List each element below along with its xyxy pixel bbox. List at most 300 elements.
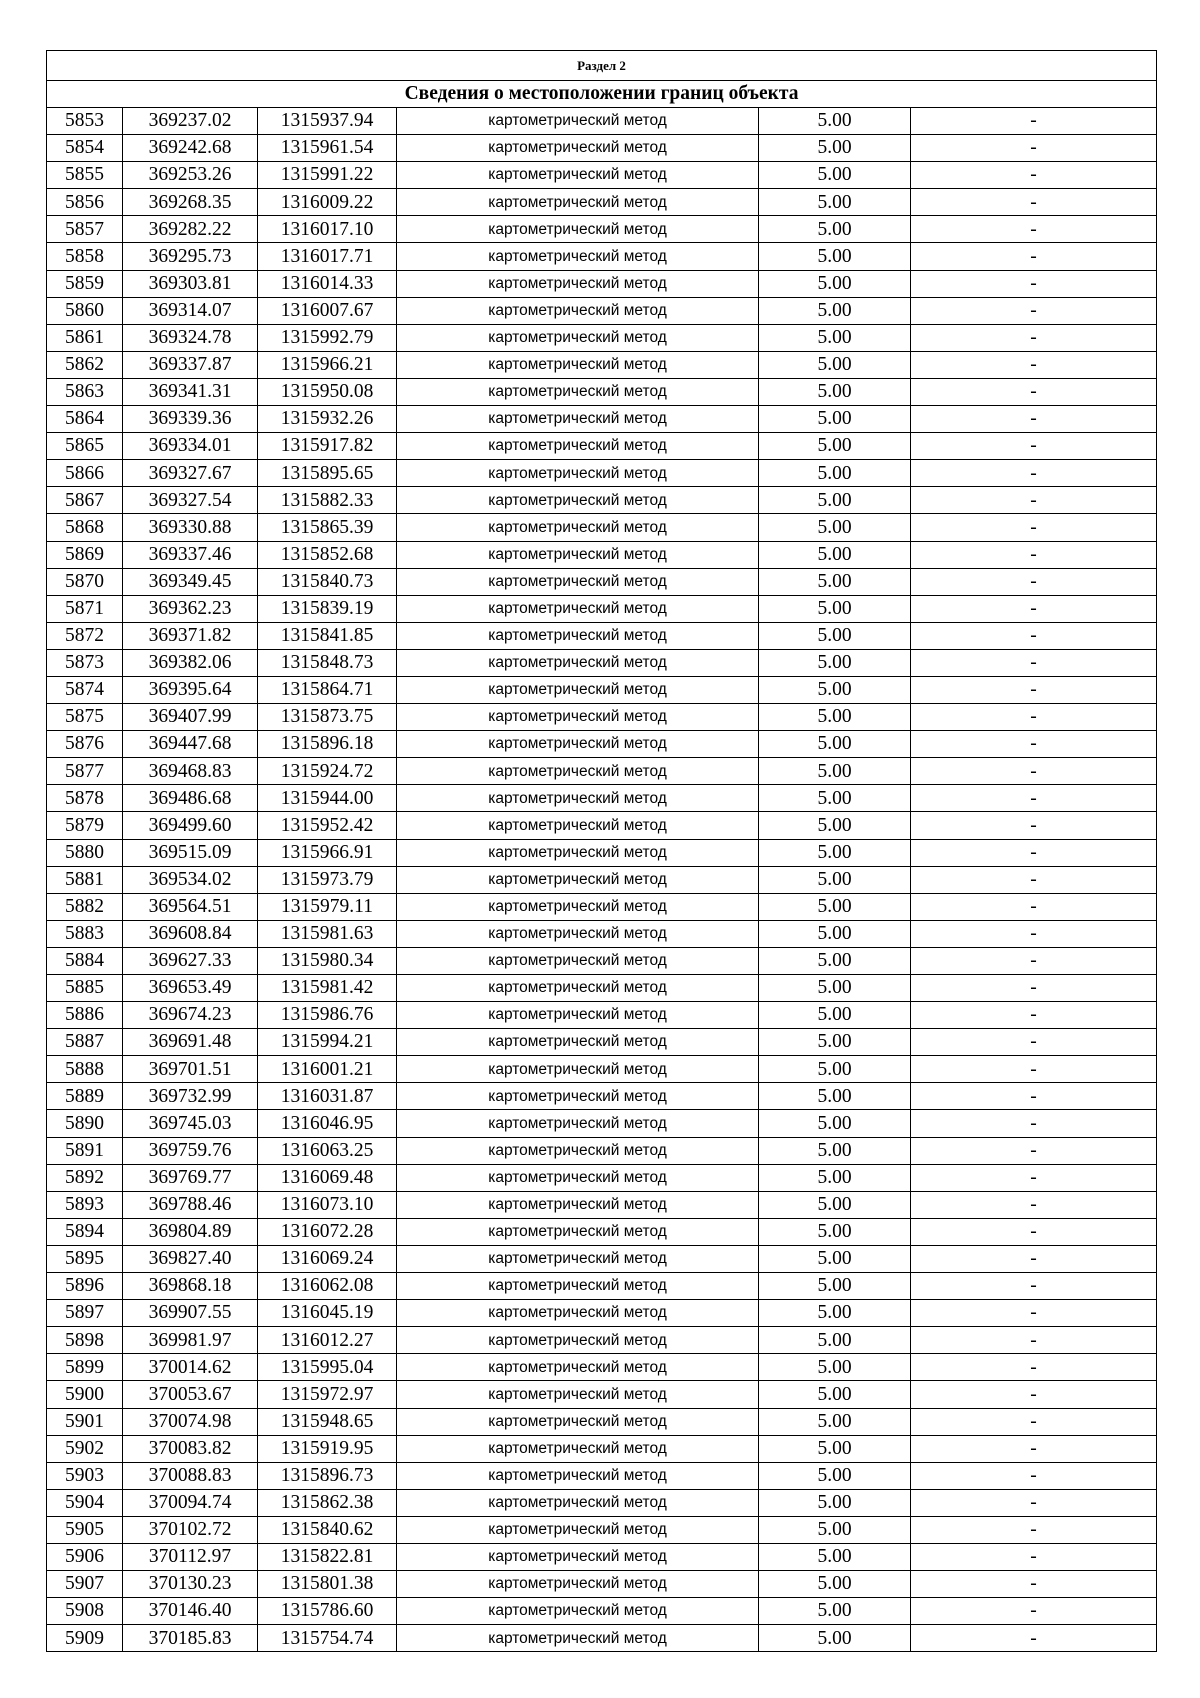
- y-coordinate-cell: 1315873.75: [258, 704, 397, 731]
- method-cell: картометрический метод: [397, 1354, 759, 1381]
- point-number-cell: 5892: [47, 1164, 123, 1191]
- table-row: [47, 676, 1157, 703]
- y-coordinate-cell: 1315896.18: [258, 731, 397, 758]
- description-cell: -: [911, 866, 1157, 893]
- y-coordinate-cell: 1315952.42: [258, 812, 397, 839]
- y-coordinate-cell: 1315801.38: [258, 1571, 397, 1598]
- x-coordinate-cell: 369327.54: [123, 487, 258, 514]
- description-cell: -: [911, 270, 1157, 297]
- accuracy-cell: 5.00: [759, 975, 911, 1002]
- accuracy-cell: 5.00: [759, 595, 911, 622]
- table-row: [47, 1164, 1157, 1191]
- y-coordinate-cell: 1315944.00: [258, 785, 397, 812]
- description-cell: -: [911, 297, 1157, 324]
- y-coordinate-cell: 1315981.42: [258, 975, 397, 1002]
- point-number-cell: 5883: [47, 920, 123, 947]
- description-cell: -: [911, 1462, 1157, 1489]
- accuracy-cell: 5.00: [759, 893, 911, 920]
- table-row: [47, 108, 1157, 135]
- method-cell: картометрический метод: [397, 866, 759, 893]
- y-coordinate-cell: 1315895.65: [258, 460, 397, 487]
- table-row: [47, 1245, 1157, 1272]
- point-number-cell: 5856: [47, 189, 123, 216]
- point-number-cell: 5884: [47, 947, 123, 974]
- method-cell: картометрический метод: [397, 108, 759, 135]
- x-coordinate-cell: 369674.23: [123, 1002, 258, 1029]
- point-number-cell: 5885: [47, 975, 123, 1002]
- y-coordinate-cell: 1315882.33: [258, 487, 397, 514]
- accuracy-cell: 5.00: [759, 541, 911, 568]
- point-number-cell: 5866: [47, 460, 123, 487]
- method-cell: картометрический метод: [397, 1164, 759, 1191]
- point-number-cell: 5900: [47, 1381, 123, 1408]
- x-coordinate-cell: 369382.06: [123, 649, 258, 676]
- point-number-cell: 5899: [47, 1354, 123, 1381]
- description-cell: -: [911, 1489, 1157, 1516]
- x-coordinate-cell: 369732.99: [123, 1083, 258, 1110]
- accuracy-cell: 5.00: [759, 135, 911, 162]
- point-number-cell: 5901: [47, 1408, 123, 1435]
- method-cell: картометрический метод: [397, 1489, 759, 1516]
- accuracy-cell: 5.00: [759, 514, 911, 541]
- x-coordinate-cell: 369395.64: [123, 676, 258, 703]
- y-coordinate-cell: 1316073.10: [258, 1191, 397, 1218]
- accuracy-cell: 5.00: [759, 1110, 911, 1137]
- accuracy-cell: 5.00: [759, 947, 911, 974]
- description-cell: -: [911, 189, 1157, 216]
- table-row: [47, 1110, 1157, 1137]
- point-number-cell: 5859: [47, 270, 123, 297]
- description-cell: -: [911, 243, 1157, 270]
- description-cell: -: [911, 595, 1157, 622]
- description-cell: -: [911, 1571, 1157, 1598]
- method-cell: картометрический метод: [397, 1083, 759, 1110]
- y-coordinate-cell: 1316069.48: [258, 1164, 397, 1191]
- table-row: [47, 649, 1157, 676]
- method-cell: картометрический метод: [397, 595, 759, 622]
- description-cell: -: [911, 785, 1157, 812]
- point-number-cell: 5854: [47, 135, 123, 162]
- accuracy-cell: 5.00: [759, 622, 911, 649]
- table-row: [47, 866, 1157, 893]
- method-cell: картометрический метод: [397, 243, 759, 270]
- point-number-cell: 5861: [47, 324, 123, 351]
- table-row: [47, 1273, 1157, 1300]
- x-coordinate-cell: 369804.89: [123, 1218, 258, 1245]
- table-row: [47, 162, 1157, 189]
- x-coordinate-cell: 369827.40: [123, 1245, 258, 1272]
- description-cell: -: [911, 975, 1157, 1002]
- x-coordinate-cell: 369691.48: [123, 1029, 258, 1056]
- accuracy-cell: 5.00: [759, 1300, 911, 1327]
- x-coordinate-cell: 370088.83: [123, 1462, 258, 1489]
- table-row: [47, 839, 1157, 866]
- description-cell: -: [911, 1137, 1157, 1164]
- method-cell: картометрический метод: [397, 975, 759, 1002]
- point-number-cell: 5887: [47, 1029, 123, 1056]
- accuracy-cell: 5.00: [759, 866, 911, 893]
- x-coordinate-cell: 369608.84: [123, 920, 258, 947]
- x-coordinate-cell: 369981.97: [123, 1327, 258, 1354]
- accuracy-cell: 5.00: [759, 1598, 911, 1625]
- accuracy-cell: 5.00: [759, 1489, 911, 1516]
- description-cell: -: [911, 1110, 1157, 1137]
- method-cell: картометрический метод: [397, 1191, 759, 1218]
- method-cell: картометрический метод: [397, 1218, 759, 1245]
- method-cell: картометрический метод: [397, 1462, 759, 1489]
- accuracy-cell: 5.00: [759, 1029, 911, 1056]
- title-header-row: [47, 81, 1157, 108]
- point-number-cell: 5879: [47, 812, 123, 839]
- description-cell: -: [911, 758, 1157, 785]
- method-cell: картометрический метод: [397, 1273, 759, 1300]
- accuracy-cell: 5.00: [759, 1002, 911, 1029]
- table-row: [47, 568, 1157, 595]
- table-row: [47, 1489, 1157, 1516]
- y-coordinate-cell: 1315865.39: [258, 514, 397, 541]
- y-coordinate-cell: 1315862.38: [258, 1489, 397, 1516]
- accuracy-cell: 5.00: [759, 1327, 911, 1354]
- accuracy-cell: 5.00: [759, 297, 911, 324]
- point-number-cell: 5888: [47, 1056, 123, 1083]
- accuracy-cell: 5.00: [759, 1056, 911, 1083]
- y-coordinate-cell: 1316012.27: [258, 1327, 397, 1354]
- method-cell: картометрический метод: [397, 162, 759, 189]
- y-coordinate-cell: 1316046.95: [258, 1110, 397, 1137]
- x-coordinate-cell: 370185.83: [123, 1625, 258, 1652]
- method-cell: картометрический метод: [397, 1029, 759, 1056]
- y-coordinate-cell: 1316031.87: [258, 1083, 397, 1110]
- point-number-cell: 5889: [47, 1083, 123, 1110]
- method-cell: картометрический метод: [397, 568, 759, 595]
- x-coordinate-cell: 370146.40: [123, 1598, 258, 1625]
- accuracy-cell: 5.00: [759, 1354, 911, 1381]
- method-cell: картометрический метод: [397, 1381, 759, 1408]
- y-coordinate-cell: 1315822.81: [258, 1543, 397, 1570]
- description-cell: -: [911, 1300, 1157, 1327]
- method-cell: картометрический метод: [397, 270, 759, 297]
- x-coordinate-cell: 369407.99: [123, 704, 258, 731]
- table-body: [47, 108, 1157, 1652]
- accuracy-cell: 5.00: [759, 1191, 911, 1218]
- x-coordinate-cell: 369769.77: [123, 1164, 258, 1191]
- point-number-cell: 5898: [47, 1327, 123, 1354]
- method-cell: картометрический метод: [397, 1002, 759, 1029]
- table-row: [47, 1056, 1157, 1083]
- accuracy-cell: 5.00: [759, 1381, 911, 1408]
- method-cell: картометрический метод: [397, 406, 759, 433]
- table-row: [47, 351, 1157, 378]
- table-row: [47, 1408, 1157, 1435]
- description-cell: -: [911, 1245, 1157, 1272]
- method-cell: картометрический метод: [397, 1625, 759, 1652]
- table-row: [47, 920, 1157, 947]
- method-cell: картометрический метод: [397, 785, 759, 812]
- table-row: [47, 1002, 1157, 1029]
- section-label: Раздел 2: [47, 51, 1157, 81]
- x-coordinate-cell: 369468.83: [123, 758, 258, 785]
- point-number-cell: 5886: [47, 1002, 123, 1029]
- point-number-cell: 5890: [47, 1110, 123, 1137]
- method-cell: картометрический метод: [397, 433, 759, 460]
- accuracy-cell: 5.00: [759, 162, 911, 189]
- x-coordinate-cell: 370083.82: [123, 1435, 258, 1462]
- method-cell: картометрический метод: [397, 1300, 759, 1327]
- y-coordinate-cell: 1316069.24: [258, 1245, 397, 1272]
- point-number-cell: 5905: [47, 1516, 123, 1543]
- y-coordinate-cell: 1315972.97: [258, 1381, 397, 1408]
- method-cell: картометрический метод: [397, 893, 759, 920]
- point-number-cell: 5855: [47, 162, 123, 189]
- table-row: [47, 433, 1157, 460]
- method-cell: картометрический метод: [397, 758, 759, 785]
- method-cell: картометрический метод: [397, 704, 759, 731]
- x-coordinate-cell: 369653.49: [123, 975, 258, 1002]
- method-cell: картометрический метод: [397, 324, 759, 351]
- x-coordinate-cell: 369337.46: [123, 541, 258, 568]
- table-row: [47, 1191, 1157, 1218]
- table-row: [47, 1543, 1157, 1570]
- table-row: [47, 1137, 1157, 1164]
- description-cell: -: [911, 1273, 1157, 1300]
- y-coordinate-cell: 1315994.21: [258, 1029, 397, 1056]
- point-number-cell: 5877: [47, 758, 123, 785]
- y-coordinate-cell: 1315840.73: [258, 568, 397, 595]
- boundary-coordinates-table: [46, 50, 1157, 1652]
- point-number-cell: 5875: [47, 704, 123, 731]
- accuracy-cell: 5.00: [759, 216, 911, 243]
- description-cell: -: [911, 731, 1157, 758]
- x-coordinate-cell: 369237.02: [123, 108, 258, 135]
- y-coordinate-cell: 1315839.19: [258, 595, 397, 622]
- x-coordinate-cell: 369627.33: [123, 947, 258, 974]
- y-coordinate-cell: 1315932.26: [258, 406, 397, 433]
- description-cell: -: [911, 704, 1157, 731]
- table-row: [47, 785, 1157, 812]
- point-number-cell: 5857: [47, 216, 123, 243]
- description-cell: -: [911, 1083, 1157, 1110]
- y-coordinate-cell: 1315917.82: [258, 433, 397, 460]
- point-number-cell: 5878: [47, 785, 123, 812]
- x-coordinate-cell: 369314.07: [123, 297, 258, 324]
- point-number-cell: 5858: [47, 243, 123, 270]
- table-row: [47, 731, 1157, 758]
- description-cell: -: [911, 920, 1157, 947]
- y-coordinate-cell: 1315841.85: [258, 622, 397, 649]
- method-cell: картометрический метод: [397, 1516, 759, 1543]
- accuracy-cell: 5.00: [759, 406, 911, 433]
- description-cell: -: [911, 162, 1157, 189]
- x-coordinate-cell: 369341.31: [123, 378, 258, 405]
- accuracy-cell: 5.00: [759, 731, 911, 758]
- x-coordinate-cell: 369268.35: [123, 189, 258, 216]
- description-cell: -: [911, 1164, 1157, 1191]
- table-row: [47, 135, 1157, 162]
- table-row: [47, 1029, 1157, 1056]
- x-coordinate-cell: 369759.76: [123, 1137, 258, 1164]
- accuracy-cell: 5.00: [759, 1625, 911, 1652]
- method-cell: картометрический метод: [397, 541, 759, 568]
- method-cell: картометрический метод: [397, 378, 759, 405]
- point-number-cell: 5869: [47, 541, 123, 568]
- method-cell: картометрический метод: [397, 1056, 759, 1083]
- method-cell: картометрический метод: [397, 947, 759, 974]
- description-cell: -: [911, 324, 1157, 351]
- point-number-cell: 5871: [47, 595, 123, 622]
- point-number-cell: 5860: [47, 297, 123, 324]
- y-coordinate-cell: 1316072.28: [258, 1218, 397, 1245]
- accuracy-cell: 5.00: [759, 649, 911, 676]
- table-row: [47, 1083, 1157, 1110]
- accuracy-cell: 5.00: [759, 1273, 911, 1300]
- description-cell: -: [911, 893, 1157, 920]
- y-coordinate-cell: 1315786.60: [258, 1598, 397, 1625]
- x-coordinate-cell: 370102.72: [123, 1516, 258, 1543]
- x-coordinate-cell: 369371.82: [123, 622, 258, 649]
- table-row: [47, 324, 1157, 351]
- accuracy-cell: 5.00: [759, 758, 911, 785]
- description-cell: -: [911, 1056, 1157, 1083]
- description-cell: -: [911, 676, 1157, 703]
- table-row: [47, 893, 1157, 920]
- description-cell: -: [911, 216, 1157, 243]
- method-cell: картометрический метод: [397, 839, 759, 866]
- accuracy-cell: 5.00: [759, 1571, 911, 1598]
- description-cell: -: [911, 1029, 1157, 1056]
- table-row: [47, 1516, 1157, 1543]
- accuracy-cell: 5.00: [759, 920, 911, 947]
- accuracy-cell: 5.00: [759, 1435, 911, 1462]
- accuracy-cell: 5.00: [759, 1462, 911, 1489]
- description-cell: -: [911, 1516, 1157, 1543]
- description-cell: -: [911, 622, 1157, 649]
- accuracy-cell: 5.00: [759, 189, 911, 216]
- point-number-cell: 5872: [47, 622, 123, 649]
- table-row: [47, 758, 1157, 785]
- point-number-cell: 5903: [47, 1462, 123, 1489]
- point-number-cell: 5908: [47, 1598, 123, 1625]
- description-cell: -: [911, 1218, 1157, 1245]
- y-coordinate-cell: 1316014.33: [258, 270, 397, 297]
- table-row: [47, 1462, 1157, 1489]
- y-coordinate-cell: 1316017.10: [258, 216, 397, 243]
- table-row: [47, 487, 1157, 514]
- point-number-cell: 5907: [47, 1571, 123, 1598]
- x-coordinate-cell: 369701.51: [123, 1056, 258, 1083]
- accuracy-cell: 5.00: [759, 839, 911, 866]
- table-row: [47, 975, 1157, 1002]
- x-coordinate-cell: 369327.67: [123, 460, 258, 487]
- table-row: [47, 189, 1157, 216]
- description-cell: -: [911, 1598, 1157, 1625]
- point-number-cell: 5881: [47, 866, 123, 893]
- table-row: [47, 1598, 1157, 1625]
- accuracy-cell: 5.00: [759, 487, 911, 514]
- description-cell: -: [911, 487, 1157, 514]
- accuracy-cell: 5.00: [759, 676, 911, 703]
- table-row: [47, 1435, 1157, 1462]
- method-cell: картометрический метод: [397, 460, 759, 487]
- point-number-cell: 5909: [47, 1625, 123, 1652]
- accuracy-cell: 5.00: [759, 1516, 911, 1543]
- point-number-cell: 5867: [47, 487, 123, 514]
- table-row: [47, 595, 1157, 622]
- x-coordinate-cell: 369499.60: [123, 812, 258, 839]
- description-cell: -: [911, 460, 1157, 487]
- point-number-cell: 5897: [47, 1300, 123, 1327]
- point-number-cell: 5868: [47, 514, 123, 541]
- y-coordinate-cell: 1315980.34: [258, 947, 397, 974]
- description-cell: -: [911, 1543, 1157, 1570]
- table-row: [47, 1381, 1157, 1408]
- point-number-cell: 5873: [47, 649, 123, 676]
- x-coordinate-cell: 370074.98: [123, 1408, 258, 1435]
- y-coordinate-cell: 1315948.65: [258, 1408, 397, 1435]
- method-cell: картометрический метод: [397, 1571, 759, 1598]
- y-coordinate-cell: 1315981.63: [258, 920, 397, 947]
- description-cell: -: [911, 649, 1157, 676]
- accuracy-cell: 5.00: [759, 351, 911, 378]
- y-coordinate-cell: 1316017.71: [258, 243, 397, 270]
- point-number-cell: 5863: [47, 378, 123, 405]
- x-coordinate-cell: 369339.36: [123, 406, 258, 433]
- table-row: [47, 947, 1157, 974]
- accuracy-cell: 5.00: [759, 1218, 911, 1245]
- accuracy-cell: 5.00: [759, 433, 911, 460]
- y-coordinate-cell: 1315986.76: [258, 1002, 397, 1029]
- accuracy-cell: 5.00: [759, 460, 911, 487]
- x-coordinate-cell: 369534.02: [123, 866, 258, 893]
- point-number-cell: 5893: [47, 1191, 123, 1218]
- method-cell: картометрический метод: [397, 351, 759, 378]
- accuracy-cell: 5.00: [759, 270, 911, 297]
- x-coordinate-cell: 369362.23: [123, 595, 258, 622]
- accuracy-cell: 5.00: [759, 704, 911, 731]
- accuracy-cell: 5.00: [759, 785, 911, 812]
- description-cell: -: [911, 541, 1157, 568]
- section-header-row: [47, 51, 1157, 81]
- method-cell: картометрический метод: [397, 189, 759, 216]
- x-coordinate-cell: 369515.09: [123, 839, 258, 866]
- y-coordinate-cell: 1315991.22: [258, 162, 397, 189]
- accuracy-cell: 5.00: [759, 568, 911, 595]
- accuracy-cell: 5.00: [759, 1083, 911, 1110]
- point-number-cell: 5864: [47, 406, 123, 433]
- description-cell: -: [911, 108, 1157, 135]
- accuracy-cell: 5.00: [759, 812, 911, 839]
- y-coordinate-cell: 1315966.91: [258, 839, 397, 866]
- table-row: [47, 541, 1157, 568]
- method-cell: картометрический метод: [397, 1110, 759, 1137]
- method-cell: картометрический метод: [397, 297, 759, 324]
- x-coordinate-cell: 370053.67: [123, 1381, 258, 1408]
- table-row: [47, 514, 1157, 541]
- y-coordinate-cell: 1316001.21: [258, 1056, 397, 1083]
- description-cell: -: [911, 433, 1157, 460]
- x-coordinate-cell: 369868.18: [123, 1273, 258, 1300]
- x-coordinate-cell: 369282.22: [123, 216, 258, 243]
- table-row: [47, 1354, 1157, 1381]
- method-cell: картометрический метод: [397, 731, 759, 758]
- x-coordinate-cell: 370130.23: [123, 1571, 258, 1598]
- description-cell: -: [911, 1327, 1157, 1354]
- method-cell: картометрический метод: [397, 920, 759, 947]
- table-row: [47, 270, 1157, 297]
- accuracy-cell: 5.00: [759, 1245, 911, 1272]
- y-coordinate-cell: 1315864.71: [258, 676, 397, 703]
- x-coordinate-cell: 369253.26: [123, 162, 258, 189]
- x-coordinate-cell: 369242.68: [123, 135, 258, 162]
